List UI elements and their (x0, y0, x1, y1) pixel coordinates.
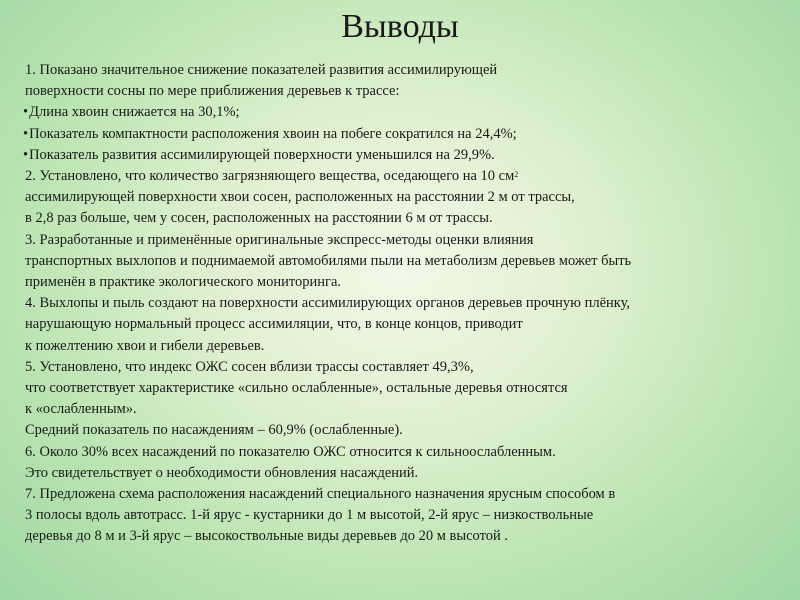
line-text: к пожелтению хвои и гибели деревьев. (25, 337, 265, 354)
line-text: 3 полосы вдоль автотрасс. 1-й ярус - кустарники до 1 м высотой, 2-й ярус – низкоствольные (25, 507, 594, 524)
superscript: 2 (514, 170, 519, 180)
text-line (25, 81, 785, 102)
line-text: Это свидетельствует о необходимости обновления насаждений. (25, 464, 419, 481)
text-line (25, 293, 785, 314)
line-text: Длина хвоин снижается на 30,1%; (29, 104, 240, 121)
text-line (25, 442, 785, 463)
text-line (25, 187, 785, 208)
line-text: в 2,8 раз больше, чем у сосен, расположенных на расстоянии 6 м от трассы. (25, 210, 493, 227)
line-text: 4. Выхлопы и пыль создают на поверхности ассимилирующих органов деревьев прочную плёнку, (25, 295, 631, 312)
text-line (25, 208, 785, 229)
text-line (25, 357, 785, 378)
line-text: что соответствует характеристике «сильно ослабленные», остальные деревья относятся (25, 380, 568, 397)
line-text: деревья до 8 м и 3-й ярус – высокоствольные виды деревьев до 20 м высотой . (25, 528, 509, 545)
text-line (25, 166, 785, 187)
line-text: ассимилирующей поверхности хвои сосен, расположенных на расстоянии 2 м от трассы, (25, 189, 575, 206)
text-line (25, 463, 785, 484)
line-text: Показатель развития ассимилирующей поверхности уменьшился на 29,9%. (29, 146, 495, 163)
text-line (25, 526, 785, 547)
text-line (25, 251, 785, 272)
line-text: к «ослабленным». (25, 401, 137, 418)
text-line (25, 378, 785, 399)
text-line (25, 399, 785, 420)
text-line (25, 484, 785, 505)
line-text: поверхности сосны по мере приближения деревьев к трассе: (25, 83, 400, 100)
line-text: 5. Установлено, что индекс ОЖС сосен вблизи трассы составляет 49,3%, (25, 358, 474, 375)
bullet-line (25, 124, 785, 145)
text-line (25, 505, 785, 526)
bullet-line (25, 102, 785, 123)
line-text: 1. Показано значительное снижение показателей развития ассимилирующей (25, 62, 498, 78)
text-line (25, 420, 785, 441)
line-text: применён в практике экологического мониторинга. (25, 274, 342, 291)
slide-body (25, 60, 785, 548)
line-text: 2. Установлено, что количество загрязняющего вещества, оседающего на 10 см (25, 168, 515, 185)
line-text: нарушающую нормальный процесс ассимиляции, что, в конце концов, приводит (25, 316, 523, 333)
line-text: 3. Разработанные и применённые оригинальные экспресс-методы оценки влияния (25, 231, 534, 248)
text-line (25, 272, 785, 293)
line-text: 7. Предложена схема расположения насаждений специального назначения ярусным способом в (25, 486, 616, 503)
text-line (25, 336, 785, 357)
line-text: 6. Около 30% всех насаждений по показателю ОЖС относится к сильноослабленным. (25, 443, 556, 460)
line-text: Показатель компактности расположения хвоин на побеге сократился на 24,4%; (29, 125, 517, 142)
slide-title: Выводы (341, 8, 459, 45)
text-line (25, 314, 785, 335)
line-text: Средний показатель по насаждениям – 60,9% (ослабленные). (25, 422, 403, 439)
line-text: транспортных выхлопов и поднимаемой автомобилями пыли на метаболизм деревьев может быть (25, 252, 632, 269)
bullet-line (25, 145, 785, 166)
text-line (25, 60, 785, 81)
text-line (25, 230, 785, 251)
